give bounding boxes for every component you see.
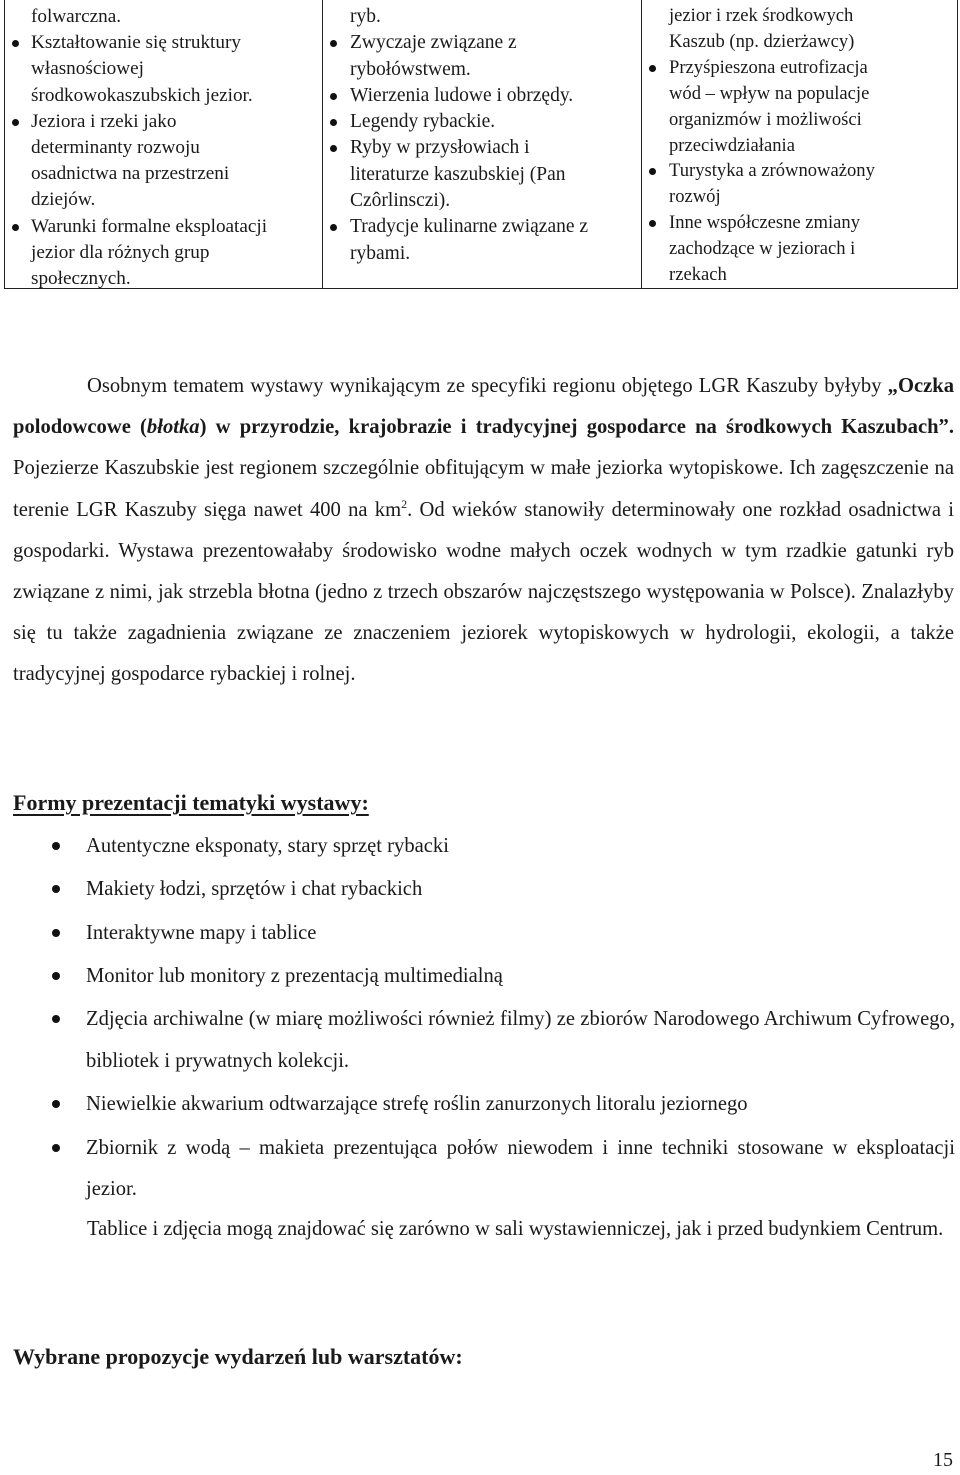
list-item: Monitor lub monitory z prezentacją multimedialną (86, 956, 955, 998)
table-bullet-list (31, 30, 322, 292)
list-item: Ryby w przysłowiach i literaturze kaszubskiej (Pan Czôrlinsczi). (350, 135, 641, 214)
body-paragraph-boards: Tablice i zdjęcia mogą znajdować się zarówno w sali wystawienniczej, jak i przed budynkiem Centrum. (87, 1218, 944, 1240)
section-heading-forms: Formy prezentacji tematyki wystawy: (13, 790, 369, 815)
list-item: Legendy rybackie. (350, 109, 641, 135)
topics-table (4, 0, 958, 289)
list-item: Wierzenia ludowe i obrzędy. (350, 83, 641, 109)
page-number: 15 (933, 1449, 953, 1471)
list-item: Kształtowanie się struktury własnościowej środkowokaszubskich jezior. (31, 30, 322, 109)
list-item: Warunki formalne eksploatacji jezior dla różnych grup społecznych. (31, 214, 322, 293)
table-column-culture (322, 0, 641, 288)
list-item: Zbiornik z wodą – makieta prezentująca połów niewodem i inne techniki stosowane w eksploatacji jezior. (86, 1128, 955, 1212)
body-paragraph-oczka: Osobnym tematem wystawy wynikającym ze specyfiki regionu objętego LGR Kaszuby byłyby „Oczka polodowcowe (błotka) w przyrodzie, krajobrazie i tradycyjnej gospodarce na środkowych Kaszubach”. Pojezierze Kaszubskie jest regionem szczególnie obfitującym w małe jeziorka wytopiskowe. Ich zagęszczenie na terenie LGR Kaszuby sięga nawet 400 na $km^2$. Od wieków stanowiły determinowały one rozkład osadnictwa i gospodarki. Wystawa prezentowałaby środowisko wodne małych oczek wodnych w tym rzadkie gatunki ryb związane z nimi, jak strzebla błotna (jedno z trzech obszarów najczęstszego występowania w Polsce). Znalazłyby się tu także zagadnienia związane ze znaczeniem jeziorek wytopiskowych w hydrologii, ekologii, a także tradycyjnej gospodarce rybackiej i rolnej. (13, 375, 954, 686)
list-item: Przyśpieszona eutrofizacja wód – wpływ na populacje organizmów i możliwości przeciwdziałania (669, 55, 957, 159)
list-item: Makiety łodzi, sprzętów i chat rybackich (86, 869, 955, 911)
list-item: Interaktywne mapy i tablice (86, 913, 955, 955)
list-item: Autentyczne eksponaty, stary sprzęt rybacki (86, 826, 955, 868)
list-item: Inne współczesne zmiany zachodzące w jeziorach i rzekach (669, 210, 957, 288)
table-bullet-list (350, 30, 641, 267)
list-item: Tradycje kulinarne związane z rybami. (350, 214, 641, 267)
forms-list (86, 826, 955, 1213)
list-item: Niewielkie akwarium odtwarzające strefę roślin zanurzonych litoralu jeziornego (86, 1084, 955, 1126)
table-cell-lead: ryb. (350, 6, 381, 27)
list-item: Zwyczaje związane z rybołówstwem. (350, 30, 641, 83)
table-bullet-list (669, 55, 957, 288)
table-column-history (5, 0, 322, 288)
section-heading-events: Wybrane propozycje wydarzeń lub warsztatów: (13, 1344, 463, 1369)
list-item: Turystyka a zrównoważony rozwój (669, 158, 957, 210)
table-column-ecology (641, 0, 957, 288)
list-item: Jeziora i rzeki jako determinanty rozwoju osadnictwa na przestrzeni dziejów. (31, 109, 322, 214)
table-cell-lead: jezior i rzek środkowych Kaszub (np. dzierżawcy) (669, 5, 855, 52)
table-cell-lead: folwarczna. (31, 6, 122, 27)
list-item: Zdjęcia archiwalne (w miarę możliwości również filmy) ze zbiorów Narodowego Archiwum Cyfrowego, bibliotek i prywatnych kolekcji. (86, 999, 955, 1083)
